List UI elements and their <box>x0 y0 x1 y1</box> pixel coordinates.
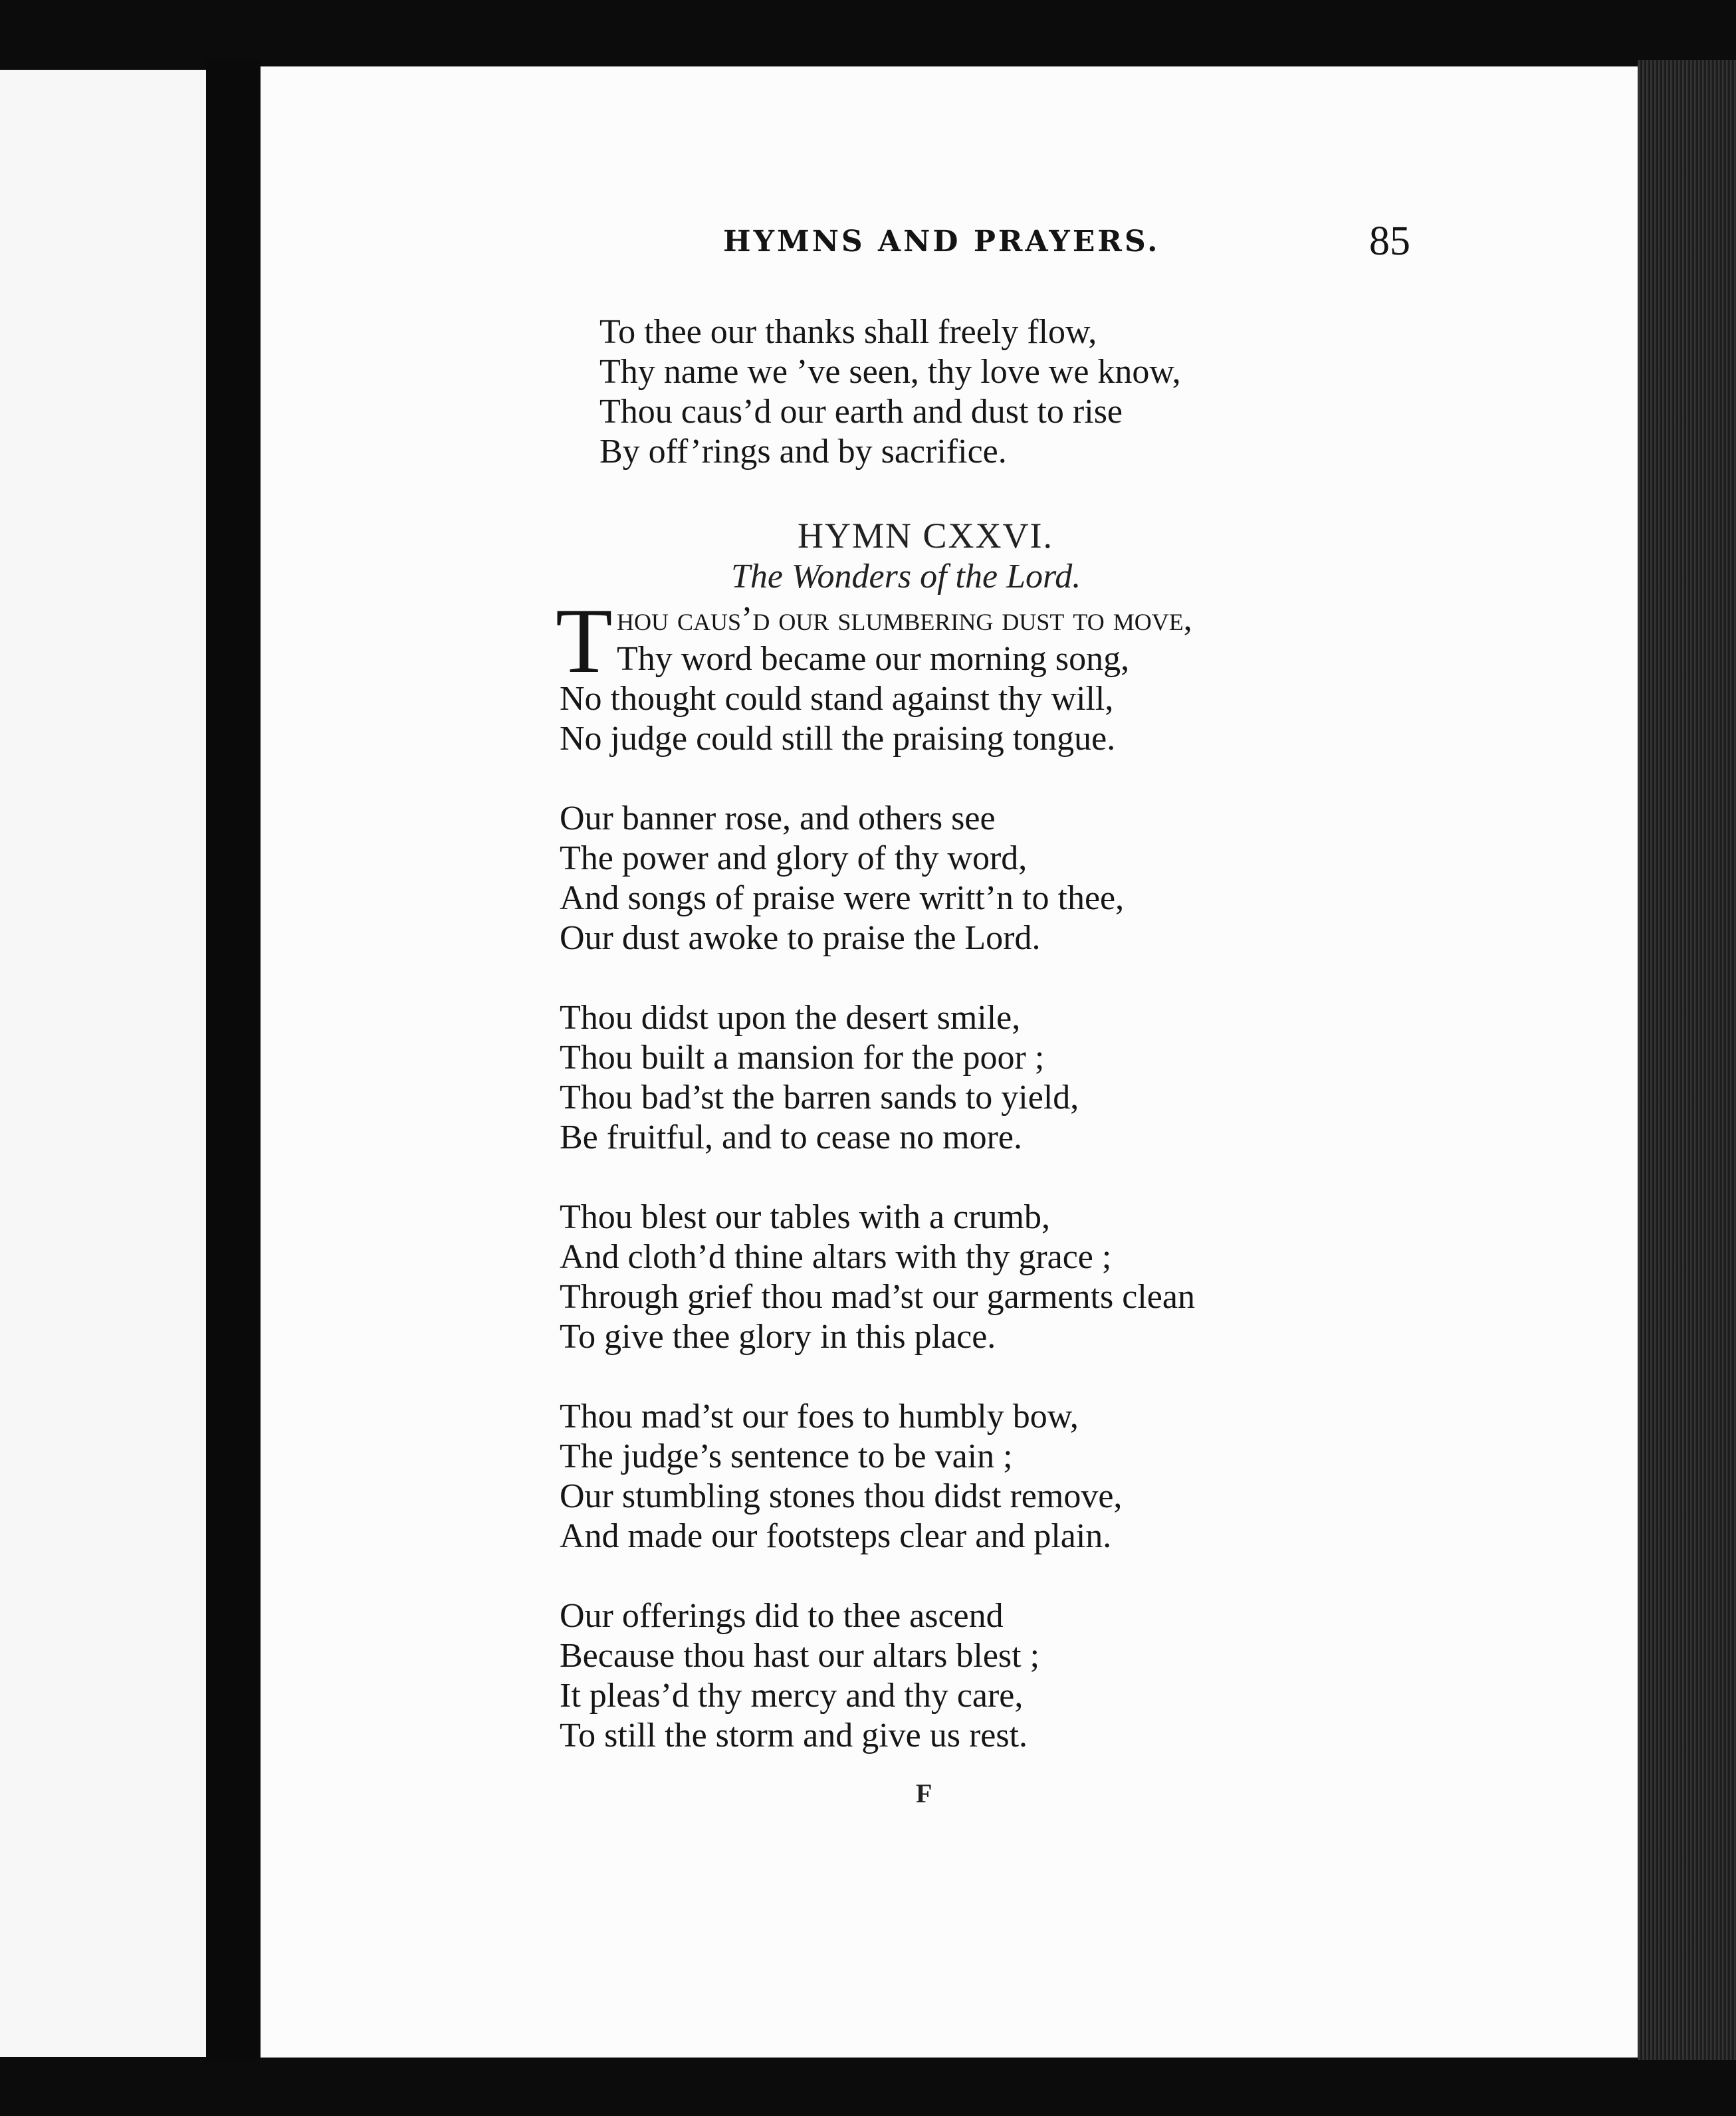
verse-line: Thou mad’st our foes to humbly bow, <box>560 1398 1079 1435</box>
verse-line: Be fruitful, and to cease no more. <box>560 1118 1022 1156</box>
page-number: 85 <box>1369 219 1410 264</box>
verse-line: The judge’s sentence to be vain ; <box>560 1437 1013 1475</box>
verse-line: Thy name we ’ve seen, thy love we know, <box>599 353 1181 391</box>
verse-line: Our dust awoke to praise the Lord. <box>560 919 1041 957</box>
verse-line: Our banner rose, and others see <box>560 799 996 837</box>
verse-line: To thee our thanks shall freely flow, <box>599 313 1097 351</box>
verse-line: Thou didst upon the desert smile, <box>560 999 1021 1037</box>
verse-line: Because thou hast our altars blest ; <box>560 1637 1040 1675</box>
verse-line: No thought could stand against thy will, <box>560 680 1114 718</box>
running-head: HYMNS AND PRAYERS. <box>723 225 1160 259</box>
verse-line-first: hou caus’d our slumbering dust to move, <box>617 600 1192 638</box>
verse-line: The power and glory of thy word, <box>560 839 1028 877</box>
verse-line: No judge could still the praising tongue. <box>560 720 1116 758</box>
verse-line: Thou blest our tables with a crumb, <box>560 1198 1050 1236</box>
verse-line: Our offerings did to thee ascend <box>560 1597 1004 1635</box>
verse-line: It pleas’d thy mercy and thy care, <box>560 1677 1024 1715</box>
verse-line: And songs of praise were writt’n to thee, <box>560 879 1125 917</box>
verse-line: By off’rings and by sacrifice. <box>599 433 1007 471</box>
drop-cap: T <box>556 589 613 692</box>
hymn-subtitle: The Wonders of the Lord. <box>731 558 1081 595</box>
verse-line: And cloth’d thine altars with thy grace ; <box>560 1238 1112 1276</box>
verse-line: Our stumbling stones thou didst remove, <box>560 1477 1123 1515</box>
signature-mark: F <box>916 1778 932 1808</box>
verse-line: Thou built a mansion for the poor ; <box>560 1039 1045 1077</box>
verse-line: To give thee glory in this place. <box>560 1318 996 1356</box>
verse-line: Thou caus’d our earth and dust to rise <box>599 393 1123 431</box>
verse-line: Thou bad’st the barren sands to yield, <box>560 1079 1079 1116</box>
verse-line: And made our footsteps clear and plain. <box>560 1517 1112 1555</box>
verse-line: Through grief thou mad’st our garments clean <box>560 1278 1195 1316</box>
verse-line: To still the storm and give us rest. <box>560 1717 1028 1754</box>
hymn-title: HYMN CXXVI. <box>798 516 1053 556</box>
verse-line: Thy word became our morning song, <box>617 640 1130 678</box>
